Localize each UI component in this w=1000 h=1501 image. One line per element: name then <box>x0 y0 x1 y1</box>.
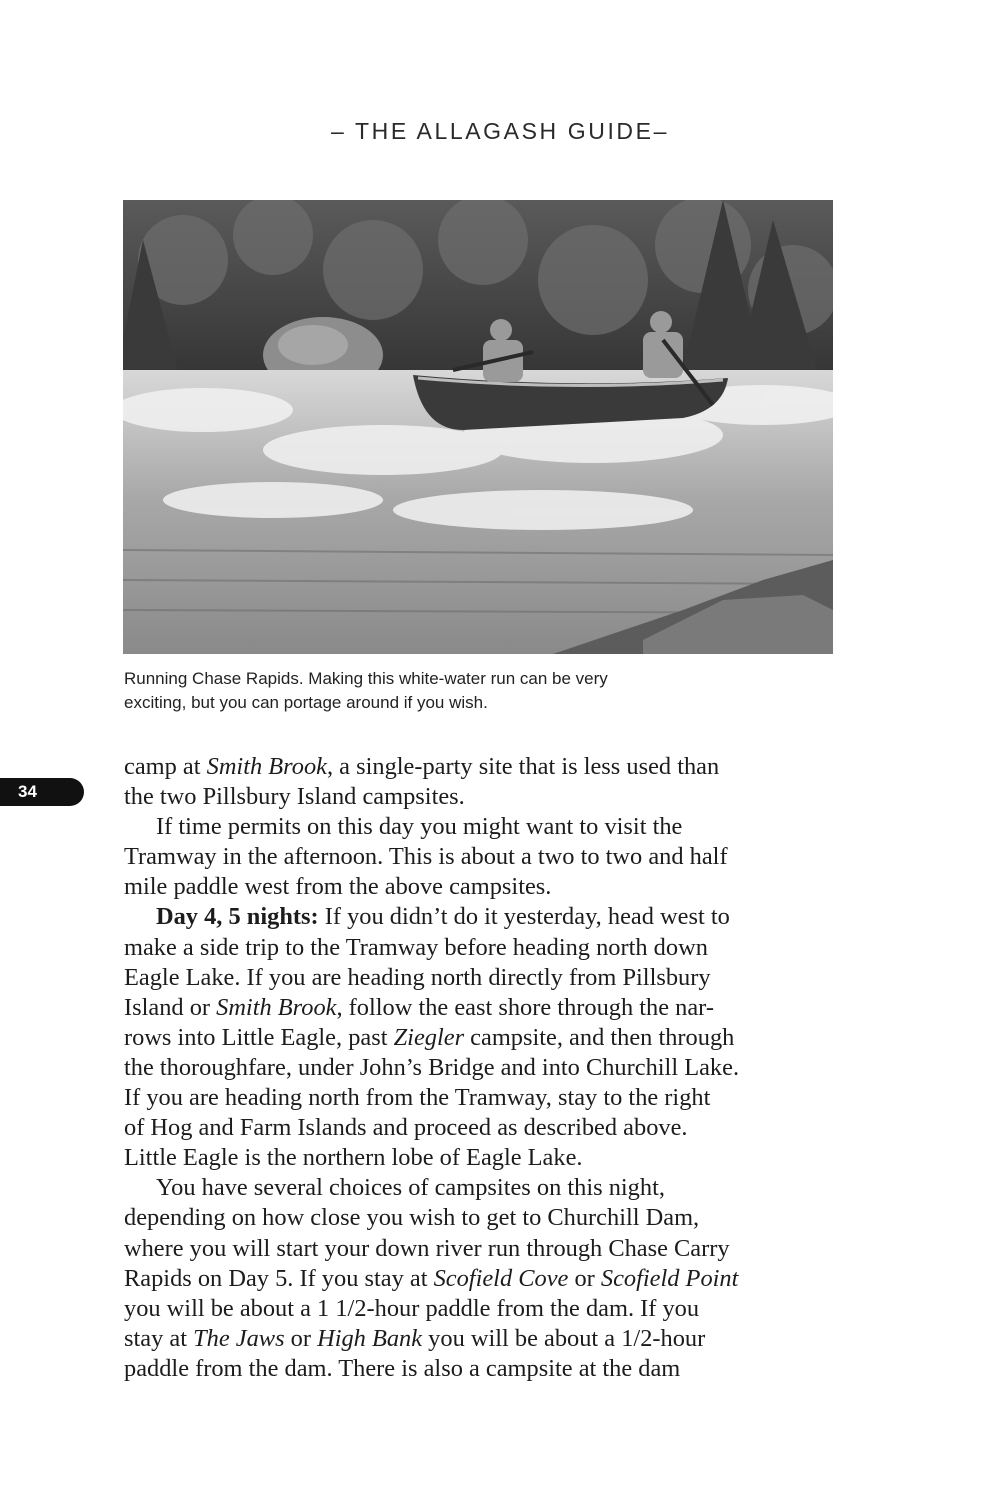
rapids-canoe-photo <box>123 200 833 654</box>
text-line: where you will start your down river run through Chase Carry <box>124 1234 730 1262</box>
page-number-tab <box>0 778 84 806</box>
body-text <box>124 752 844 1384</box>
photo-illustration <box>123 200 833 654</box>
text-line: the two Pillsbury Island campsites. <box>124 783 465 811</box>
text-line: Day 4, 5 nights: If you didn’t do it yesterday, head west to <box>156 903 730 931</box>
text-line: you will be about a 1 1/2-hour paddle from the dam. If you <box>124 1294 700 1322</box>
text-line: camp at Smith Brook, a single-party site that is less used than <box>124 753 720 780</box>
page-number: 34 <box>18 782 37 801</box>
text-line: rows into Little Eagle, past Ziegler campsite, and then through <box>124 1023 735 1051</box>
text-line: Island or Smith Brook, follow the east shore through the nar- <box>124 993 714 1021</box>
text-line: paddle from the dam. There is also a campsite at the dam <box>124 1354 681 1382</box>
text-line: Eagle Lake. If you are heading north directly from Pillsbury <box>124 963 711 991</box>
running-header: – THE ALLAGASH GUIDE– <box>331 118 669 144</box>
photo-caption <box>124 667 764 715</box>
text-line: stay at The Jaws or High Bank you will be about a 1/2-hour <box>124 1324 706 1352</box>
text-line: of Hog and Farm Islands and proceed as described above. <box>124 1114 688 1142</box>
caption-line: Running Chase Rapids. Making this white-water run can be very <box>124 669 608 688</box>
text-line: Little Eagle is the northern lobe of Eagle Lake. <box>124 1144 583 1172</box>
text-line: You have several choices of campsites on this night, <box>156 1174 665 1202</box>
text-line: depending on how close you wish to get to Churchill Dam, <box>124 1204 700 1232</box>
text-line: mile paddle west from the above campsites. <box>124 873 552 901</box>
caption-line: exciting, but you can portage around if you wish. <box>124 693 488 712</box>
text-line: make a side trip to the Tramway before heading north down <box>124 933 708 961</box>
text-line: If you are heading north from the Tramway, stay to the right <box>124 1084 711 1112</box>
text-line: the thoroughfare, under John’s Bridge and into Churchill Lake. <box>124 1053 740 1081</box>
text-line: Rapids on Day 5. If you stay at Scofield Cove or Scofield Point <box>124 1264 739 1292</box>
text-line: If time permits on this day you might want to visit the <box>156 813 683 841</box>
text-line: Tramway in the afternoon. This is about a two to two and half <box>124 843 728 871</box>
